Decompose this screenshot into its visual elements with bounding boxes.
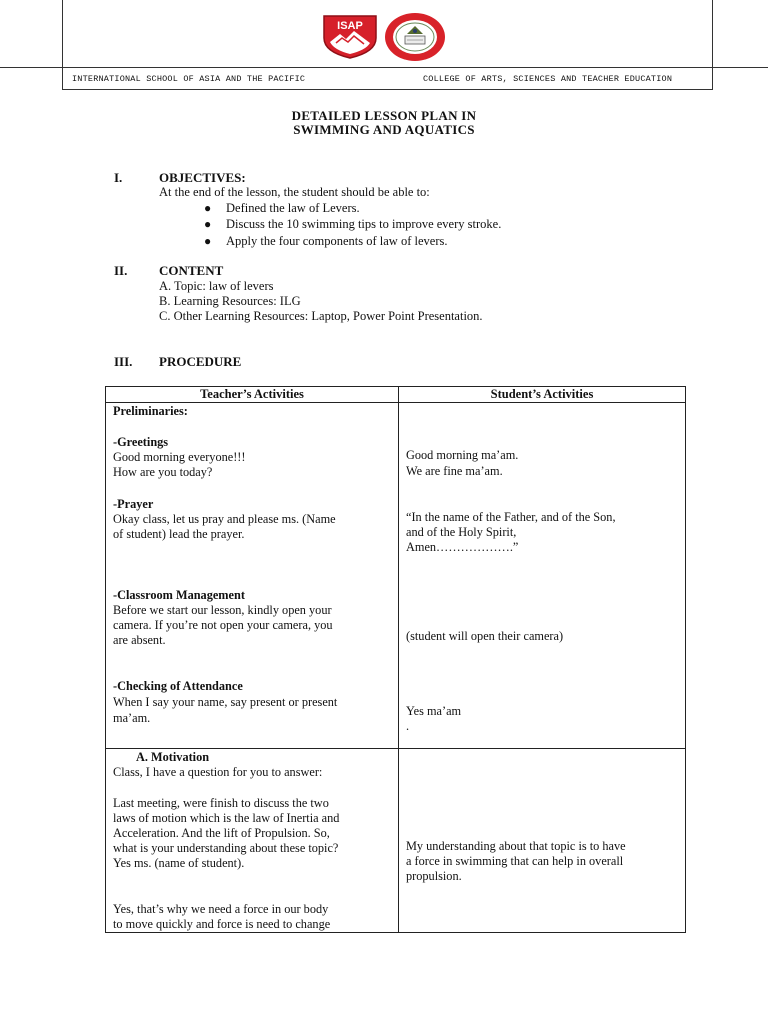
teacher-line: How are you today? bbox=[113, 465, 213, 479]
teacher-cell-motivation bbox=[106, 749, 399, 933]
objectives-intro: At the end of the lesson, the student should be able to: bbox=[159, 185, 430, 199]
college-name: COLLEGE OF ARTS, SCIENCES AND TEACHER EDUCATION bbox=[423, 74, 673, 84]
teacher-line: Class, I have a question for you to answer: bbox=[113, 765, 323, 779]
student-line: a force in swimming that can help in overall bbox=[406, 854, 624, 868]
activities-table bbox=[105, 386, 686, 933]
bullet-icon: ● bbox=[204, 201, 212, 215]
student-line: Yes ma’am bbox=[406, 704, 462, 718]
attendance-heading: -Checking of Attendance bbox=[113, 679, 243, 693]
student-line: My understanding about that topic is to have bbox=[406, 839, 626, 853]
table-row bbox=[106, 749, 686, 933]
bullet-icon: ● bbox=[204, 217, 212, 231]
lesson-plan-subtitle: SWIMMING AND AQUATICS bbox=[293, 122, 475, 137]
student-cell-motivation bbox=[399, 749, 686, 933]
student-line: Amen……………….” bbox=[406, 540, 519, 554]
student-line: (student will open their camera) bbox=[406, 629, 564, 643]
classroom-management-heading: -Classroom Management bbox=[113, 588, 245, 602]
table-header-row bbox=[106, 387, 686, 403]
header-rule-top bbox=[0, 67, 768, 68]
content-heading: CONTENT bbox=[159, 263, 224, 278]
teacher-line: of student) lead the prayer. bbox=[113, 527, 245, 541]
teacher-cell-preliminaries bbox=[106, 403, 399, 749]
teacher-line: ma’am. bbox=[113, 711, 151, 725]
student-line: We are fine ma’am. bbox=[406, 464, 503, 478]
header-rule-bottom bbox=[62, 89, 713, 90]
teacher-line: Okay class, let us pray and please ms. (Name bbox=[113, 512, 336, 526]
table-row bbox=[106, 403, 686, 749]
objectives-heading: OBJECTIVES: bbox=[159, 170, 246, 185]
teacher-line: When I say your name, say present or present bbox=[113, 695, 338, 709]
student-activities-header: Student’s Activities bbox=[399, 387, 686, 403]
teacher-activities-header: Teacher’s Activities bbox=[106, 387, 399, 403]
teacher-line: are absent. bbox=[113, 633, 166, 647]
student-cell-preliminaries bbox=[399, 403, 686, 749]
teacher-line: what is your understanding about these topic? bbox=[113, 841, 339, 855]
objective-item: Defined the law of Levers. bbox=[226, 201, 360, 215]
header-frame-right bbox=[712, 0, 713, 90]
header-frame-left bbox=[62, 0, 63, 90]
teacher-line: Before we start our lesson, kindly open your bbox=[113, 603, 332, 617]
student-line: propulsion. bbox=[406, 869, 462, 883]
motivation-heading: A. Motivation bbox=[136, 750, 210, 764]
preliminaries-label: Preliminaries: bbox=[113, 404, 188, 418]
college-seal-icon bbox=[383, 12, 447, 62]
teacher-line: Last meeting, were finish to discuss the two bbox=[113, 796, 329, 810]
objectives-number: I. bbox=[114, 170, 123, 185]
teacher-line: to move quickly and force is need to change bbox=[113, 917, 331, 931]
content-item: B. Learning Resources: ILG bbox=[159, 294, 301, 308]
student-line: . bbox=[406, 719, 410, 733]
teacher-line: Yes ms. (name of student). bbox=[113, 856, 245, 870]
student-line: Good morning ma’am. bbox=[406, 448, 519, 462]
teacher-line: laws of motion which is the law of Inertia and bbox=[113, 811, 340, 825]
content-item: C. Other Learning Resources: Laptop, Power Point Presentation. bbox=[159, 309, 483, 323]
school-name: INTERNATIONAL SCHOOL OF ASIA AND THE PACIFIC bbox=[72, 74, 306, 84]
objective-item: Apply the four components of law of levers. bbox=[226, 234, 448, 248]
greetings-heading: -Greetings bbox=[113, 435, 169, 449]
prayer-heading: -Prayer bbox=[113, 497, 154, 511]
bullet-icon: ● bbox=[204, 234, 212, 248]
teacher-line: Yes, that’s why we need a force in our body bbox=[113, 902, 329, 916]
student-line: and of the Holy Spirit, bbox=[406, 525, 517, 539]
teacher-line: Good morning everyone!!! bbox=[113, 450, 246, 464]
isap-logo-text: ISAP bbox=[337, 20, 363, 32]
lesson-plan-title: DETAILED LESSON PLAN IN bbox=[291, 108, 477, 123]
procedure-number: III. bbox=[114, 354, 133, 369]
objective-item: Discuss the 10 swimming tips to improve every stroke. bbox=[226, 217, 502, 231]
teacher-line: camera. If you’re not open your camera, you bbox=[113, 618, 333, 632]
isap-logo bbox=[320, 12, 380, 60]
procedure-heading: PROCEDURE bbox=[159, 354, 242, 369]
content-number: II. bbox=[114, 263, 128, 278]
student-line: “In the name of the Father, and of the Son, bbox=[406, 510, 616, 524]
teacher-line: Acceleration. And the lift of Propulsion. So, bbox=[113, 826, 330, 840]
content-item: A. Topic: law of levers bbox=[159, 279, 274, 293]
